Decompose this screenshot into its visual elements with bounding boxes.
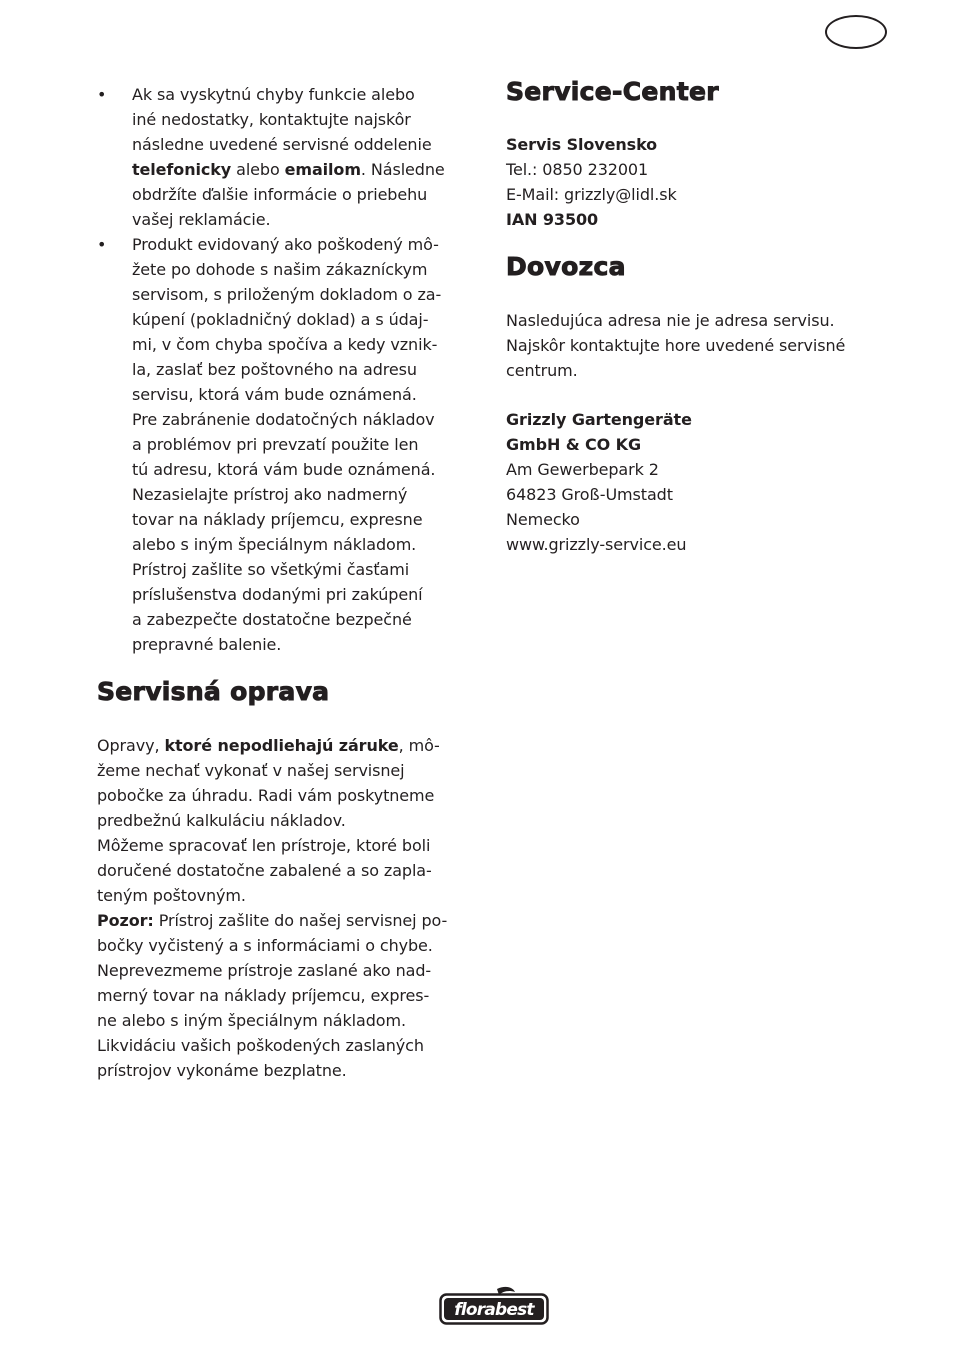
text-line bbox=[97, 833, 447, 858]
text-run: Nasledujúca adresa nie je adresa servisu. bbox=[506, 311, 835, 330]
text-run: kúpení (pokladničný doklad) a s údaj- bbox=[132, 310, 429, 329]
text-run: . Následne bbox=[360, 160, 445, 179]
text-run: Nezasielajte prístroj ako nadmerný bbox=[132, 485, 408, 504]
text-run: E-Mail: grizzly@lidl.sk bbox=[506, 185, 677, 204]
text-line bbox=[97, 1033, 447, 1058]
text-line bbox=[97, 733, 447, 758]
text-line bbox=[132, 107, 445, 132]
text-line bbox=[97, 758, 447, 783]
text-run: predbežnú kalkuláciu nákladov. bbox=[97, 811, 346, 830]
text-run: obdržíte ďalšie informácie o priebehu bbox=[132, 185, 428, 204]
bullet-text bbox=[132, 232, 445, 657]
text-run: následne uvedené servisné oddelenie bbox=[132, 135, 432, 154]
text-line bbox=[132, 207, 445, 232]
text-run: tovar na náklady príjemcu, expresne bbox=[132, 510, 423, 529]
text-line bbox=[132, 432, 445, 457]
text-run: prepravné balenie. bbox=[132, 635, 282, 654]
text-line bbox=[97, 783, 447, 808]
text-run: tú adresu, ktorá vám bude oznámená. bbox=[132, 460, 436, 479]
text-run: pobočke za úhradu. Radi vám poskytneme bbox=[97, 786, 435, 805]
heading-dovozca: Dovozca bbox=[506, 252, 626, 281]
text-run: alebo s iným špeciálnym nákladom. bbox=[132, 535, 417, 554]
text-run: bočky vyčistený a s informáciami o chybe. bbox=[97, 936, 433, 955]
text-run: príslušenstva dodanými pri zakúpení bbox=[132, 585, 423, 604]
text-run: teným poštovným. bbox=[97, 886, 246, 905]
text-run: mi, v čom chyba spočíva a kedy vznik- bbox=[132, 335, 438, 354]
text-line bbox=[132, 457, 445, 482]
text-run: Produkt evidovaný ako poškodený mô- bbox=[132, 235, 439, 254]
bullet-list bbox=[97, 82, 445, 657]
text-run: Prístroj zašlite do našej servisnej po- bbox=[153, 911, 448, 930]
text-line bbox=[132, 332, 445, 357]
text-run: alebo bbox=[231, 160, 285, 179]
text-line bbox=[132, 407, 445, 432]
text-run: Tel.: 0850 232001 bbox=[506, 160, 649, 179]
bullet-icon: • bbox=[97, 85, 107, 104]
text-line bbox=[97, 933, 447, 958]
bold-text: ktoré nepodliehajú záruke bbox=[164, 736, 399, 755]
bold-text: telefonicky bbox=[132, 160, 232, 179]
text-line bbox=[506, 308, 845, 333]
text-run: a zabezpečte dostatočne bezpečné bbox=[132, 610, 412, 629]
text-run: ne alebo s iným špeciálnym nákladom. bbox=[97, 1011, 406, 1030]
text-line bbox=[506, 132, 677, 157]
text-line bbox=[132, 382, 445, 407]
text-line bbox=[506, 432, 692, 457]
text-line bbox=[132, 507, 445, 532]
text-run: Neprevezmeme prístroje zaslané ako nad- bbox=[97, 961, 432, 980]
text-line bbox=[132, 82, 445, 107]
text-line bbox=[506, 407, 692, 432]
text-line bbox=[506, 157, 677, 182]
text-run: www.grizzly-service.eu bbox=[506, 535, 687, 554]
text-run: prístrojov vykonáme bezplatne. bbox=[97, 1061, 347, 1080]
text-run: centrum. bbox=[506, 361, 578, 380]
repair-text bbox=[97, 733, 447, 1083]
text-line bbox=[506, 333, 845, 358]
text-run: vašej reklamácie. bbox=[132, 210, 271, 229]
service-center-contact bbox=[506, 132, 677, 232]
text-line bbox=[132, 307, 445, 332]
text-line bbox=[132, 482, 445, 507]
logo-text: florabest bbox=[454, 1300, 534, 1320]
heading-servisna-oprava: Servisná oprava bbox=[97, 677, 330, 706]
text-line bbox=[132, 257, 445, 282]
text-line bbox=[506, 532, 692, 557]
text-run: la, zaslať bez poštovného na adresu bbox=[132, 360, 417, 379]
text-run: Prístroj zašlite so všetkými časťami bbox=[132, 560, 410, 579]
text-line bbox=[132, 182, 445, 207]
text-run: žeme nechať vykonať v našej servisnej bbox=[97, 761, 405, 780]
bold-text: Grizzly Gartengeräte bbox=[506, 410, 692, 429]
text-run: žete po dohode s našim zákazníckym bbox=[132, 260, 428, 279]
text-line bbox=[97, 1008, 447, 1033]
bold-text: GmbH & CO KG bbox=[506, 435, 641, 454]
bold-text: Servis Slovensko bbox=[506, 135, 658, 154]
text-line bbox=[97, 1058, 447, 1083]
text-line bbox=[506, 358, 845, 383]
text-line bbox=[97, 983, 447, 1008]
text-line bbox=[506, 507, 692, 532]
bold-text: Pozor: bbox=[97, 911, 154, 930]
bullet-item bbox=[97, 82, 445, 232]
text-line bbox=[132, 582, 445, 607]
text-line bbox=[132, 282, 445, 307]
text-line bbox=[97, 883, 447, 908]
text-line bbox=[132, 232, 445, 257]
bold-text: IAN 93500 bbox=[506, 210, 599, 229]
heading-service-center: Service-Center bbox=[506, 77, 719, 106]
text-line bbox=[97, 908, 447, 933]
text-run: Ak sa vyskytnú chyby funkcie alebo bbox=[132, 85, 415, 104]
text-run: Môžeme spracovať len prístroje, ktoré boli bbox=[97, 836, 431, 855]
text-run: Pre zabránenie dodatočných nákladov bbox=[132, 410, 435, 429]
text-line bbox=[97, 858, 447, 883]
text-line bbox=[132, 632, 445, 657]
text-run: Likvidáciu vašich poškodených zaslaných bbox=[97, 1036, 424, 1055]
bullet-icon: • bbox=[97, 235, 107, 254]
language-badge bbox=[825, 15, 887, 49]
text-run: doručené dostatočne zabalené a so zapla- bbox=[97, 861, 432, 880]
text-line bbox=[132, 132, 445, 157]
text-run: Nemecko bbox=[506, 510, 580, 529]
bullet-text bbox=[132, 82, 445, 232]
importer-address bbox=[506, 407, 692, 557]
text-line bbox=[506, 207, 677, 232]
text-run: , mô- bbox=[398, 736, 440, 755]
text-run: Najskôr kontaktujte hore uvedené servisné bbox=[506, 336, 846, 355]
text-line bbox=[132, 357, 445, 382]
importer-note bbox=[506, 308, 845, 383]
text-run: Opravy, bbox=[97, 736, 165, 755]
text-line bbox=[506, 182, 677, 207]
text-line bbox=[506, 482, 692, 507]
text-line bbox=[132, 607, 445, 632]
text-run: merný tovar na náklady príjemcu, expres- bbox=[97, 986, 430, 1005]
bullet-item bbox=[97, 232, 445, 657]
text-line bbox=[132, 557, 445, 582]
text-run: Am Gewerbepark 2 bbox=[506, 460, 659, 479]
text-run: servisu, ktorá vám bude oznámená. bbox=[132, 385, 417, 404]
text-line bbox=[132, 532, 445, 557]
florabest-logo bbox=[439, 1286, 549, 1326]
text-run: servisom, s priloženým dokladom o za- bbox=[132, 285, 442, 304]
text-run: a problémov pri prevzatí použite len bbox=[132, 435, 419, 454]
bold-text: emailom bbox=[284, 160, 361, 179]
text-line bbox=[97, 808, 447, 833]
text-run: 64823 Groß-Umstadt bbox=[506, 485, 673, 504]
text-line bbox=[97, 958, 447, 983]
text-line bbox=[132, 157, 445, 182]
text-line bbox=[506, 457, 692, 482]
text-run: iné nedostatky, kontaktujte najskôr bbox=[132, 110, 411, 129]
